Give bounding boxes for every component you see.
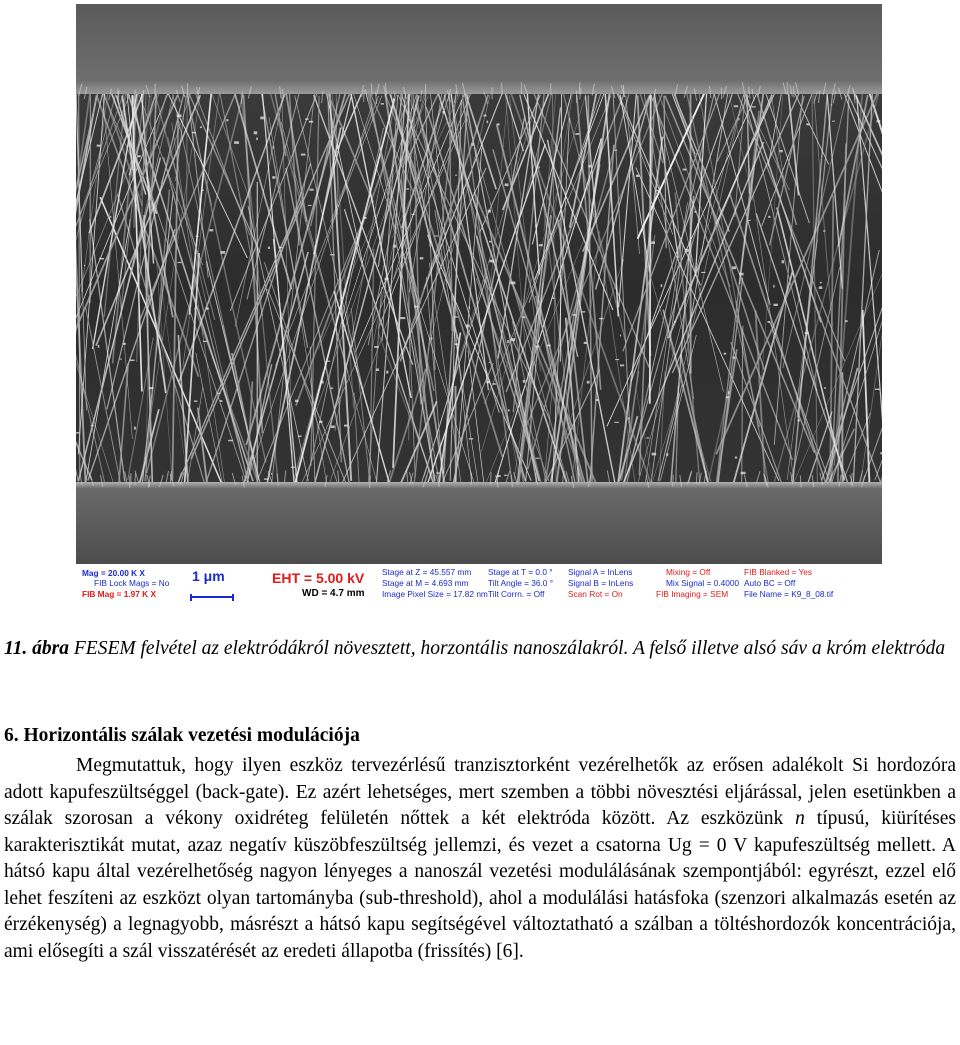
nanowire-root <box>794 86 795 98</box>
particle <box>651 241 655 244</box>
section-heading: 6. Horizontális szálak vezetési modulációja <box>4 725 360 746</box>
particle <box>196 236 199 237</box>
particle <box>298 436 302 437</box>
particle <box>414 306 418 308</box>
particle <box>538 166 539 168</box>
nanowire-root <box>135 473 136 485</box>
particle <box>666 453 668 456</box>
particle <box>320 381 323 384</box>
stage-m-label: Stage at M = 4.693 mm <box>382 578 469 588</box>
particle <box>305 118 308 120</box>
pixel-size-label: Image Pixel Size = 17.82 nm <box>382 589 488 599</box>
particle <box>454 316 458 317</box>
particle <box>455 175 457 176</box>
particle <box>875 389 880 390</box>
particle <box>741 472 746 475</box>
particle <box>831 105 833 106</box>
particle <box>98 345 100 348</box>
fib-mag-label: FIB Mag = 1.97 K X <box>82 589 157 599</box>
particle <box>374 346 378 348</box>
particle <box>220 251 225 254</box>
signal-a-label: Signal A = InLens <box>568 567 633 577</box>
particle <box>507 340 509 343</box>
particle <box>279 247 283 248</box>
particle <box>308 205 312 206</box>
particle <box>735 457 737 459</box>
particle <box>620 335 621 337</box>
particle <box>652 453 656 456</box>
particle <box>539 244 543 246</box>
particle <box>123 343 126 345</box>
particle <box>120 359 122 360</box>
particle <box>177 114 182 117</box>
particle <box>683 169 687 171</box>
particle <box>505 184 509 187</box>
particle <box>587 381 590 384</box>
sem-image <box>76 4 882 564</box>
particle <box>489 260 494 263</box>
particle <box>268 247 270 249</box>
particle <box>99 258 104 260</box>
particle <box>877 120 881 122</box>
particle <box>363 217 366 219</box>
particle <box>209 229 213 231</box>
particle <box>845 320 848 322</box>
particle <box>588 165 591 168</box>
particle <box>331 387 334 389</box>
particle <box>493 383 496 385</box>
particle <box>393 245 396 248</box>
particle <box>614 150 618 151</box>
particle <box>436 472 440 473</box>
particle <box>701 272 705 273</box>
particle <box>90 283 92 284</box>
particle <box>76 432 79 434</box>
particle <box>733 357 736 359</box>
particle <box>768 216 770 218</box>
particle <box>732 266 736 269</box>
particle <box>748 220 751 221</box>
particle <box>385 278 389 281</box>
particle <box>469 438 473 439</box>
particle <box>471 143 473 146</box>
figure-caption <box>4 636 956 663</box>
particle <box>734 105 739 107</box>
particle <box>805 332 809 334</box>
body-text-1: Megmutattuk, hogy ilyen eszköz tervezérlésű tranzisztorként vezérelhetők az erősen adalékolt Si hordozóra adott kapufeszültséggel (back-gate). Ez azért lehetséges, mert szemben a többi növesztési eljárással, jelen esetünkben a szálak szorosan a vékony oxidréteg felületén nőttek a két elektróda között. Az eszközünk <box>4 755 956 829</box>
body-text-2: típusú, kiürítéses karakterisztikát mutat, azaz negatív küszöbfeszültség jellemzi, és vezet a csatorna Ug = 0 V kapufeszültség mellett. A hátsó kapu által vezérelhetőség nagyon lényeges a nanoszál vezetési modulálásának szempontjából: egyrészt, ezzel elő lehet feszíteni az eszközt olyan tartományba (sub-threshold), ahol a modulálási hatásfoka (szenzori alkalmazás esetén az érzékenység) a legnagyobb, másrészt a hátsó kapu segítségével változtatható a szálban a töltéshordozók koncentrációja, ami elősegíti a szál visszatérését az eredeti állapotba (frissítés) [6]. <box>4 808 956 962</box>
particle <box>301 154 306 156</box>
particle <box>504 475 508 476</box>
particle <box>489 241 491 243</box>
particle <box>466 325 470 328</box>
nanowire-root <box>283 89 284 101</box>
particle <box>779 150 782 152</box>
wd-label: WD = 4.7 mm <box>302 588 365 599</box>
particle <box>271 473 272 475</box>
particle <box>584 342 587 344</box>
particle <box>273 146 274 149</box>
particle <box>455 343 459 345</box>
particle <box>84 265 85 266</box>
particle <box>614 422 619 423</box>
fib-blanked-label: FIB Blanked = Yes <box>744 567 813 577</box>
particle <box>330 254 335 255</box>
particle <box>344 425 348 427</box>
particle <box>178 262 182 263</box>
particle <box>819 286 823 289</box>
caption-number: 11. ábra <box>4 638 70 659</box>
particle <box>535 346 539 348</box>
particle <box>724 353 727 355</box>
nanowire-root <box>502 83 503 95</box>
particle <box>535 225 537 228</box>
particle <box>806 123 809 125</box>
particle <box>319 421 322 423</box>
particle <box>220 400 222 402</box>
particle <box>523 316 526 318</box>
particle <box>646 437 649 438</box>
particle <box>442 111 445 114</box>
section-body <box>4 753 956 965</box>
top-electrode <box>76 4 882 94</box>
particle <box>510 282 515 285</box>
particle <box>661 284 663 287</box>
particle <box>636 175 640 177</box>
particle <box>309 189 313 191</box>
particle <box>406 188 409 189</box>
particle <box>832 121 835 122</box>
particle <box>488 210 491 213</box>
particle <box>739 273 744 276</box>
stage-z-label: Stage at Z = 45.557 mm <box>382 567 472 577</box>
particle <box>615 359 619 360</box>
particle <box>331 426 335 429</box>
particle <box>620 365 624 367</box>
caption-text: FESEM felvétel az elektródákról növesztett, horzontális nanoszálakról. A felső illetve alsó sáv a króm elektróda <box>69 638 946 659</box>
particle <box>226 119 228 121</box>
nanowire-root <box>673 475 674 487</box>
particle <box>400 317 405 319</box>
particle <box>254 131 258 134</box>
particle <box>203 341 208 342</box>
particle <box>149 387 154 389</box>
particle <box>309 121 313 123</box>
nanowire <box>650 95 651 404</box>
sem-micrograph <box>76 4 882 605</box>
particle <box>400 104 401 105</box>
particle <box>326 361 330 362</box>
particle <box>216 393 220 394</box>
particle <box>206 308 209 310</box>
particle <box>824 387 826 389</box>
particle <box>487 121 488 124</box>
particle <box>575 133 579 135</box>
particle <box>420 257 424 259</box>
particle <box>134 427 136 430</box>
auto-bc-label: Auto BC = Off <box>744 578 796 588</box>
particle <box>91 425 95 426</box>
mix-signal-label: Mix Signal = 0.4000 <box>666 578 740 588</box>
particle <box>228 440 233 442</box>
particle <box>508 409 510 411</box>
fib-lock-mags-label: FIB Lock Mags = No <box>94 578 170 588</box>
particle <box>381 103 384 105</box>
particle <box>674 321 676 323</box>
particle <box>768 321 771 323</box>
particle <box>110 216 112 218</box>
tilt-corrn-label: Tilt Corrn. = Off <box>488 589 545 599</box>
scale-label: 1 μm <box>192 568 225 584</box>
particle <box>486 381 490 384</box>
particle <box>272 176 275 179</box>
particle <box>137 155 141 157</box>
tilt-angle-label: Tilt Angle = 36.0 ° <box>488 578 554 588</box>
particle <box>194 401 198 402</box>
mixing-label: Mixing = Off <box>666 567 711 577</box>
particle <box>97 145 101 147</box>
particle <box>264 478 269 479</box>
mag-label: Mag = 20.00 K X <box>82 568 145 578</box>
particle <box>685 249 689 252</box>
body-italic-n: n <box>795 808 805 829</box>
particle <box>200 126 202 128</box>
particle <box>798 419 800 421</box>
particle <box>820 282 822 284</box>
particle <box>469 306 470 309</box>
particle <box>599 318 603 319</box>
nanowire-root <box>491 472 492 484</box>
particle <box>628 418 630 420</box>
particle <box>880 452 882 454</box>
scale-bar <box>190 594 234 601</box>
particle <box>726 396 729 398</box>
particle <box>386 371 388 374</box>
stage-t-label: Stage at T = 0.0 ° <box>488 567 553 577</box>
particle <box>553 297 555 299</box>
particle <box>656 190 660 192</box>
particle <box>782 260 784 263</box>
particle <box>694 211 696 213</box>
particle <box>738 118 739 121</box>
particle <box>751 106 755 107</box>
particle <box>376 369 379 372</box>
particle <box>773 304 778 306</box>
particle <box>535 458 539 459</box>
particle <box>484 115 487 117</box>
particle <box>489 362 490 363</box>
particle <box>295 400 298 402</box>
particle <box>411 214 415 215</box>
particle <box>523 380 525 383</box>
particle <box>256 138 258 140</box>
particle <box>581 311 585 312</box>
particle <box>823 230 825 231</box>
particle <box>434 236 439 237</box>
particle <box>547 345 551 347</box>
eht-label: EHT = 5.00 kV <box>272 570 365 586</box>
fib-imaging-label: FIB Imaging = SEM <box>656 589 729 599</box>
file-name-label: File Name = K9_8_08.tif <box>744 589 834 599</box>
particle <box>497 123 500 125</box>
scan-rot-label: Scan Rot = On <box>568 589 623 599</box>
signal-b-label: Signal B = InLens <box>568 578 634 588</box>
particle <box>773 285 774 288</box>
particle <box>573 314 577 316</box>
particle <box>596 399 599 401</box>
particle <box>728 391 730 394</box>
particle <box>511 338 515 341</box>
particle <box>431 337 433 339</box>
particle <box>130 360 135 362</box>
bottom-electrode <box>76 482 882 564</box>
particle <box>260 117 264 120</box>
particle <box>192 132 196 134</box>
sem-info-bar <box>76 564 882 605</box>
particle <box>234 141 239 144</box>
particle <box>201 189 204 191</box>
particle <box>291 467 295 468</box>
